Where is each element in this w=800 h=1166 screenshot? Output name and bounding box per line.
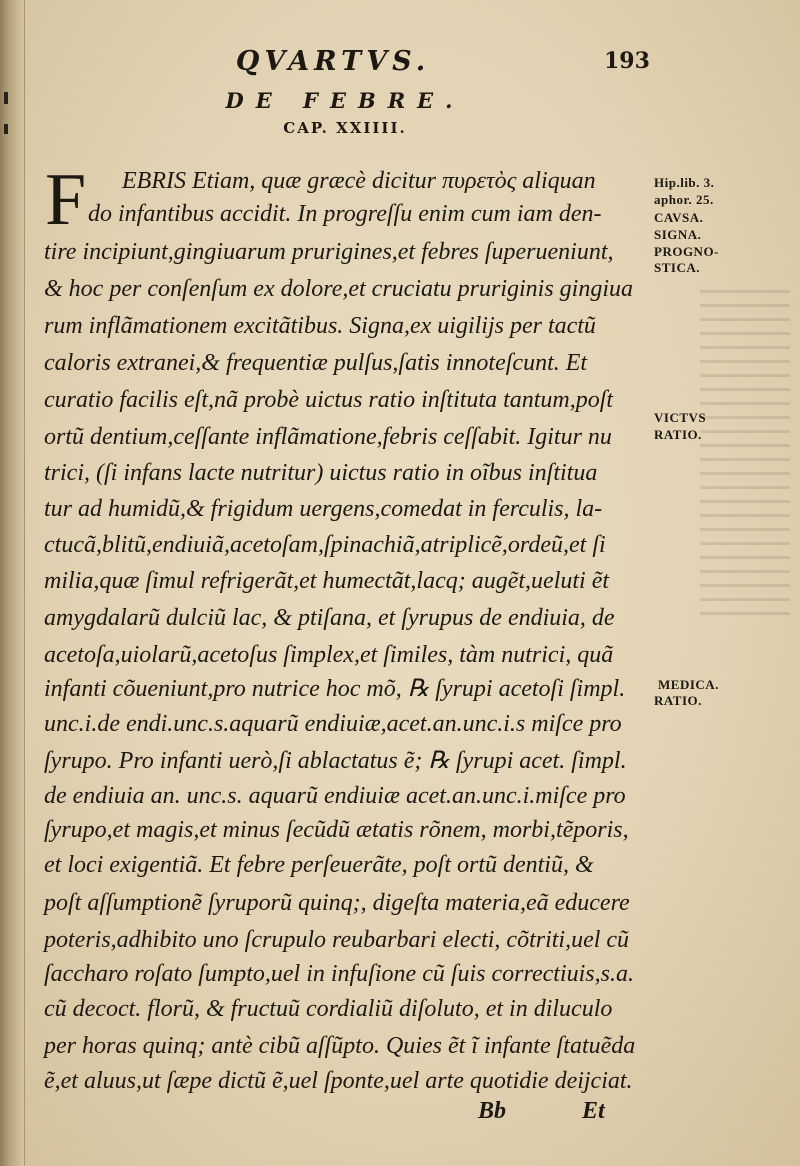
sidenote-medica: MEDICA. [658,677,719,692]
body-line: poteris,adhibito uno ſcrupulo reubarbari electi, cõtriti,uel cũ [44,927,630,953]
running-head: QVARTVS. [235,46,431,77]
chapter-number: CAP. XXIIII. [283,119,407,137]
body-line: ſyrupo,et magis,et minus ſecũdũ ætatis rõnem, morbi,tẽporis, [44,817,629,843]
body-line: tur ad humidũ,& frigidum uergens,comedat in ferculis, la- [44,496,603,522]
body-line: ortũ dentium,ceſſante inflãmatione,febris ceſſabit. Igitur nu [44,424,612,450]
catchword: Et [582,1098,605,1124]
sidenote-reference: Hip.lib. 3. [654,175,715,190]
show-through-texture [700,290,790,620]
signature-mark: Bb [478,1098,507,1124]
sidenote-signa: SIGNA. [654,227,702,242]
body-line: de endiuia an. unc.s. aquarũ endiuiæ acet.an.unc.i.miſce pro [44,783,626,809]
body-line: EBRIS Etiam, quæ græcè dicitur πυρετὸς aliquan [122,168,596,194]
gutter-mark [4,124,8,134]
body-line: milia,quæ ſimul refrigerãt,et humectãt,lacq; augẽt,ueluti ẽt [44,568,610,594]
body-line: per horas quinq; antè cibũ aſſũpto. Quies ẽt ĩ infante ſtatuẽda [44,1033,636,1059]
sidenote-victus: VICTVS [654,410,707,425]
body-line: unc.i.de endi.unc.s.aquarũ endiuiæ,acet.an.unc.i.s miſce pro [44,711,622,737]
page-number: 193 [604,48,650,74]
sidenote-reference: aphor. 25. [654,192,714,207]
body-line: ſaccharo roſato ſumpto,uel in infuſione cũ ſuis correctiuis,s.a. [44,961,634,987]
body-line: et loci exigentiã. Et febre perſeuerãte, poſt ortũ dentiũ, & [44,852,594,878]
drop-cap-initial: F [45,159,87,241]
body-line: trici, (ſi infans lacte nutritur) uictus ratio in oĩbus inſtitua [44,460,598,486]
sidenote-medica: RATIO. [654,693,702,708]
body-line: & hoc per conſenſum ex dolore,et cruciatu pruriginis gingiua [44,276,634,302]
body-line: infanti cõueniunt,pro nutrice hoc mõ, ℞ ſyrupi acetoſi ſimpl. [44,676,626,702]
binding-gutter [0,0,25,1166]
body-line: cũ decoct. florũ, & fructuũ cordialiũ diſoluto, et in diluculo [44,996,613,1022]
body-line: rum inflãmationem excitãtibus. Signa,ex uigilijs per tactũ [44,313,596,339]
body-line: curatio facilis eſt,nã probè uictus ratio inſtituta tantum,poſt [44,387,614,413]
body-line: acetoſa,uiolarũ,acetoſus ſimplex,et ſimiles, tàm nutrici, quã [44,642,614,668]
chapter-title: DE FEBRE. [225,88,465,113]
body-line: caloris extranei,& frequentiæ pulſus,ſatis innoteſcunt. Et [44,350,588,376]
sidenote-prognostica: PROGNO- [654,244,719,259]
body-line: poſt aſſumptionẽ ſyruporũ quinq;, digeſta materia,eã educere [44,890,630,916]
body-line: amygdalarũ dulciũ lac, & ptiſana, et ſyrupus de endiuia, de [44,605,615,631]
body-line: ctucã,blitũ,endiuiã,acetoſam,ſpinachiã,atriplicẽ,ordeũ,et ſi [44,532,606,558]
body-line: ſyrupo. Pro infanti uerò,ſi ablactatus ẽ; ℞ ſyrupi acet. ſimpl. [44,748,627,774]
body-line: ẽ,et aluus,ut ſæpe dictũ ẽ,uel ſponte,uel arte quotidie deijciat. [44,1068,633,1094]
sidenote-causa: CAVSA. [654,210,704,225]
body-line: do infantibus accidit. In progreſſu enim cum iam den- [88,201,602,227]
gutter-mark [4,92,8,104]
sidenote-prognostica: STICA. [654,260,700,275]
sidenote-victus: RATIO. [654,427,702,442]
body-line: tire incipiunt,gingiuarum prurigines,et febres ſuperueniunt, [44,239,614,265]
